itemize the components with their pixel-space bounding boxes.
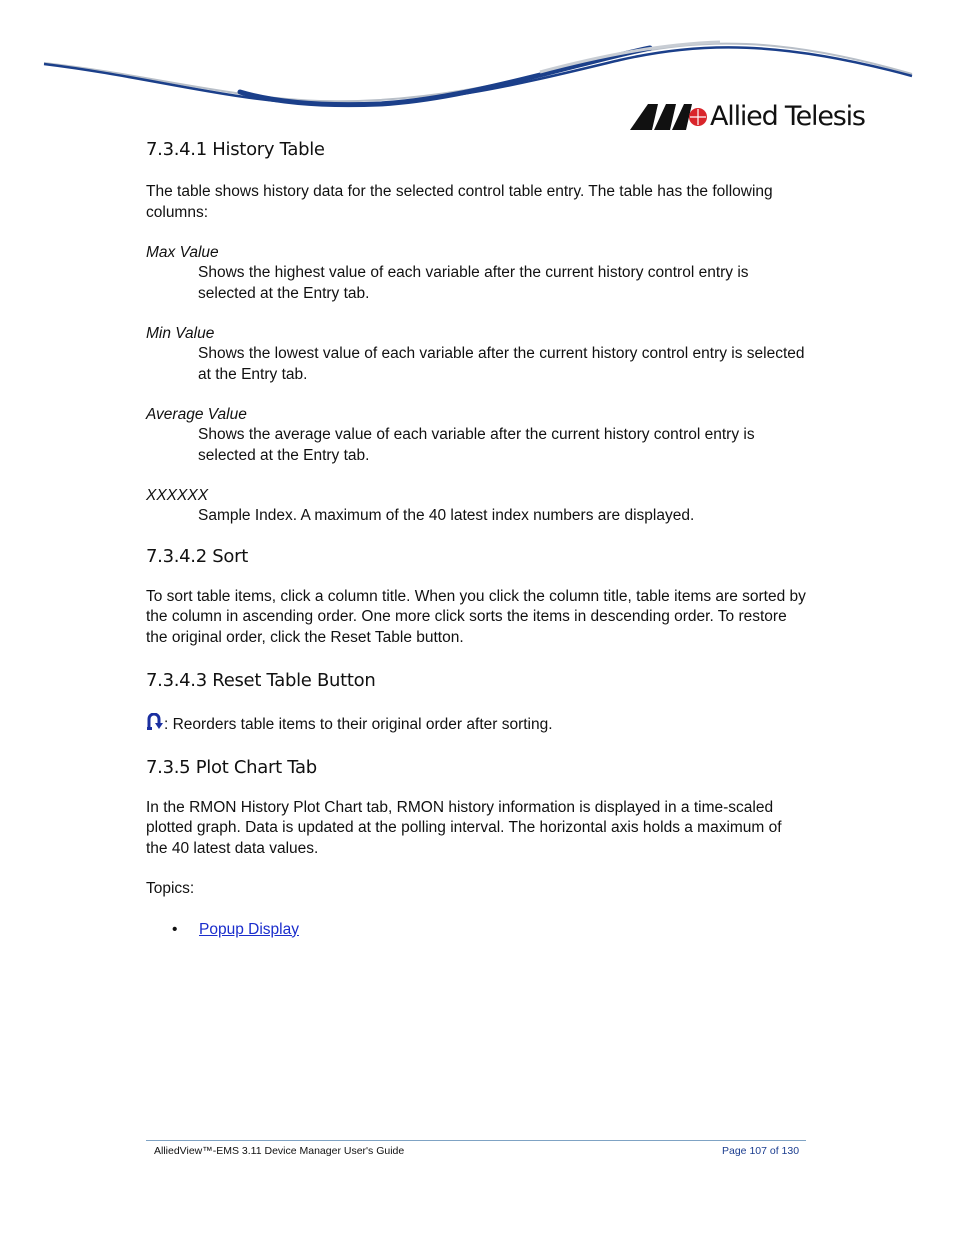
- list-item: [146, 920, 806, 940]
- term-label: Average Value: [146, 406, 247, 423]
- allied-telesis-logo-mark-icon: [630, 102, 708, 132]
- column-def-min-value: [146, 324, 806, 385]
- allied-telesis-logo: [630, 100, 865, 134]
- section-heading-sort: 7.3.4.2 Sort: [146, 545, 248, 567]
- term-label: Max Value: [146, 244, 219, 261]
- term-description: Shows the lowest value of each variable after the current history control entry is selected at the Entry tab.: [198, 345, 805, 383]
- popup-display-link[interactable]: Popup Display: [199, 920, 299, 938]
- history-table-intro: The table shows history data for the selected control table entry. The table has the following columns:: [146, 183, 773, 221]
- column-def-average-value: [146, 405, 806, 466]
- section-heading-reset-table-button: 7.3.4.3 Reset Table Button: [146, 670, 376, 691]
- topics-list: [146, 920, 806, 940]
- reset-table-description: : Reorders table items to their original order after sorting.: [164, 716, 553, 733]
- footer-rule: [146, 1140, 806, 1141]
- section-heading-history-table: 7.3.4.1 History Table: [146, 139, 325, 160]
- footer-page-number: Page 107 of 130: [722, 1145, 800, 1157]
- column-def-sample-index: [146, 486, 806, 527]
- main-content: [146, 138, 806, 940]
- footer-document-title: AlliedView™-EMS 3.11 Device Manager User's Guide: [154, 1145, 405, 1157]
- reset-table-icon: [146, 713, 164, 731]
- section-heading-plot-chart-tab: 7.3.5 Plot Chart Tab: [146, 756, 317, 778]
- reset-table-body: [146, 713, 806, 736]
- logo-text: Allied Telesis: [710, 101, 865, 132]
- plot-chart-body: In the RMON History Plot Chart tab, RMON history information is displayed in a time-scaled plotted graph. Data is updated at the polling interval. The horizontal axis holds a maximum of the 40 latest data values.: [146, 798, 782, 857]
- term-label: Min Value: [146, 325, 215, 342]
- topics-label: Topics:: [146, 880, 195, 897]
- sort-body: To sort table items, click a column title. When you click the column title, table items are sorted by the column in ascending order. One more click sorts the items in descending order. To restore the original order, click the Reset Table button.: [146, 587, 806, 646]
- term-description: Shows the highest value of each variable after the current history control entry is selected at the Entry tab.: [198, 264, 749, 302]
- column-def-max-value: [146, 243, 806, 304]
- term-label: XXXXXX: [146, 487, 209, 504]
- term-description: Shows the average value of each variable after the current history control entry is selected at the Entry tab.: [198, 426, 755, 464]
- term-description: Sample Index. A maximum of the 40 latest index numbers are displayed.: [198, 507, 695, 524]
- bullet: •: [172, 920, 178, 938]
